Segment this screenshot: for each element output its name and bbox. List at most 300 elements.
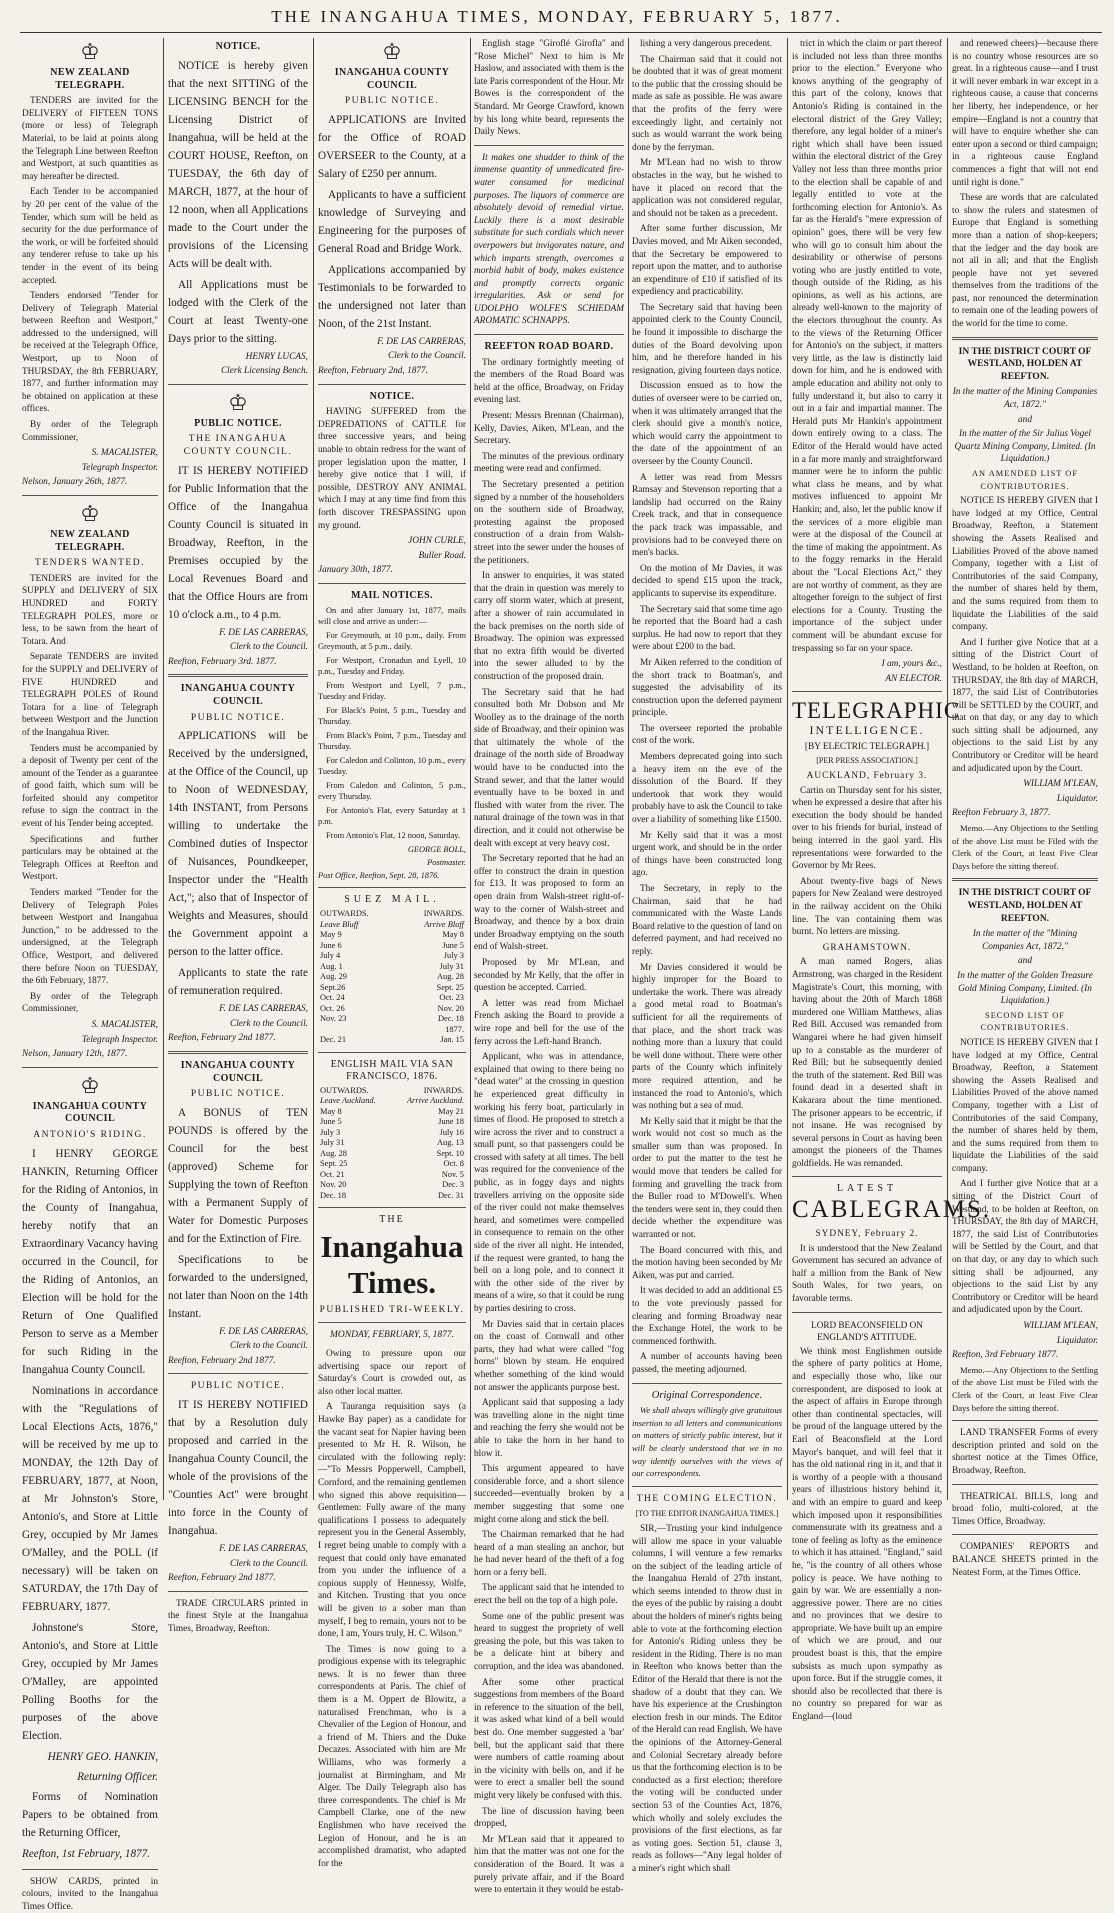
column-rule bbox=[163, 38, 164, 1500]
by-telegraph-line: [BY ELECTRIC TELEGRAPH.] bbox=[804, 741, 930, 752]
court-memo: Memo.—Any Objections to the Settling of the above List must be Filed with the Clerk of the Court, at least Five Clear Days before the sitting thereof. bbox=[952, 1364, 1098, 1413]
table-row bbox=[318, 1180, 466, 1191]
table-subheader: Leave Bluff bbox=[320, 919, 359, 929]
notice-signature: F. DE LAS CARRERAS, bbox=[219, 1326, 308, 1337]
divider bbox=[952, 1534, 1098, 1535]
notice-date: Reefton, February 3rd. 1877. bbox=[168, 656, 277, 667]
notice-paragraph: APPLICATIONS are Invited for the Office of ROAD OVERSEER to the County, at a Salary of £250 per annum. bbox=[318, 113, 466, 180]
divider bbox=[22, 1067, 158, 1068]
article-paragraph: The Secretary said that having been appointed clerk to the County Council, he found it impossible to discharge the duties of the Board devolving upon him, and he therefore handed in his resignation, giving fourteen days notice. bbox=[632, 302, 782, 376]
dateline-place: AUCKLAND, February 3. bbox=[806, 771, 928, 782]
notice-paragraph: Nominations in accordance with the "Regulations of Local Elections Acts, 1876," will be received by me up to MONDAY, the 12th Day of FEBRUARY, 1877, at Noon, at Mr Johnston's Store, Antonio's, and Store at Little Grey, occupied by Mr James O'Malley, and the POLL (if necessary) will be taken on SATURDAY, the 17th Day of FEBRUARY, 1877. bbox=[22, 1384, 158, 1613]
article-paragraph: English stage "Giroflé Girofla" and "Rose Michel" Next to him is Mr Haslow, and associated with them is the late Paris correspondent of the Hour. Mr Bowes is the correspondent of the Standard. Mr George Crawford, known by his long white beard, represents the Daily News. bbox=[474, 39, 625, 138]
notice-paragraph: Each Tender to be accompanied by 20 per cent of the value of the Tender, which sum will be held as security for the due performance of the work, or will be forfeited should any tenderer refuse to take up his tender in the event of its being accepted. bbox=[22, 187, 158, 286]
notice-order: By order of the Telegraph Commissioner, bbox=[22, 991, 158, 1015]
article-paragraph: This argument appeared to have considerable force, and a short silence succeeded—eventually broken by a member suggesting that some one might come along and stick the bell. bbox=[474, 1464, 624, 1525]
notice-heading: NOTICE. bbox=[369, 390, 415, 402]
table-cell: Aug. 13 bbox=[437, 1138, 464, 1148]
article-paragraph: The Chairman remarked that he had heard of a man stealing an anchor, but he had never heard of the theft of a fog horn or a ferry bell. bbox=[474, 1530, 624, 1578]
article-paragraph: The Secretary said that he had consulted both Mr Dobson and Mr Woolley as to the drainage of the north side of Broadway, and their opinion was that ultimately the whole of the drainage of the north side of Broadway would have to be conducted into the Strand sewer, and that the latter would eventually have to be boxed in and flushed with water from the river. The natural drainage of the town was in that direction, and it could not otherwise be dealt with except at very heavy cost. bbox=[474, 687, 624, 849]
column-5 bbox=[632, 38, 783, 1874]
article-paragraph: lishing a very dangerous precedent. bbox=[640, 39, 772, 49]
table-row bbox=[318, 1128, 466, 1139]
article-paragraph: The applicant said that he intended to erect the bell on the top of a high pole. bbox=[474, 1583, 624, 1607]
table-row bbox=[318, 1035, 466, 1046]
mail-line: From Black's Point, 7 p.m., Tuesday and Thursday. bbox=[318, 731, 466, 752]
table-subheader: Arrive Bluff bbox=[424, 919, 464, 929]
notice-signature-title: Buller Road. bbox=[418, 550, 466, 561]
table-row bbox=[318, 1170, 466, 1181]
divider bbox=[792, 1312, 942, 1313]
notice-heading: NEW ZEALAND TELEGRAPH. bbox=[50, 529, 130, 553]
court-memo: Memo.—Any Objections to the Settling of the above List must be Filed with the Clerk of the Court, at least Five Clear Days before the sitting thereof. bbox=[952, 823, 1098, 871]
notice-date: Reefton, February 2nd 1877. bbox=[168, 1033, 276, 1044]
notice-date: Reefton, February 2nd 1877. bbox=[168, 1355, 276, 1366]
article-paragraph: The Secretary said that some time ago he reported that the Board had a cash surplus. He had now to report that they were about £200 to the bad. bbox=[632, 604, 782, 653]
notice-paragraph: IT IS HEREBY NOTIFIED for Public Information that the Office of the Inangahua County Council is situated in Broadway, Reefton, in the Premises occupied by the Local Revenues Board and that the Office Hours are from 10 o'clock a.m., to 4 p.m. bbox=[168, 464, 308, 621]
notice-signature-title: Clerk to the Council. bbox=[230, 642, 308, 653]
letter-paragraph: trict in which the claim or part thereof is included not less than three months prior to the election." Everyone who knows anything of the geography of this part of the colony, knows that Antonio's Riding is contained in the electoral district of the Grey Valley; therefore, any legal holder of a miner's right which shall have been issued within the electoral district of the Grey Valley not less than three months prior to the election shall be capable of and legally entitled to vote at the forthcoming election for Antonio's. As far as the Herald's "mere expression of opinion" goes, there will be very few who will go to consult him about the desirability or otherwise of persons voting who are justly entitled to vote, though outside of the Riding, as his opinions, as well as his actions, are already well-known to the majority of the electors throughout the county. As to the views of the Returning Officer for Antonio's on the subject, it matters very little, as the law is distinctly laid down for him, and he is endowed with ample education and ability not only to fully understand it, but also to carry it out in a fair and impartial manner. The Herald puts Mr Hankin's appointment down entirely owing to a class. The Editor of the Herald would have acted in a far more manly and straightforward manner were he to inform the public what class he means, and by what motives influenced to appoint Mr Hankin; and, also, let the public know if the services of a more eligible man were at the disposal of the Council at the time of making the appointment. As to the foggy remarks in the Herald about the "Local Elections Act," they are not worthy of comment, as they are altogether foreign to the subject of first elections for a County. Trusting the importance of the subject under comment will be abundant excuse for trespassing so far on your space. bbox=[792, 39, 942, 654]
divider bbox=[168, 1051, 308, 1054]
table-cell: Aug. 1 bbox=[320, 961, 343, 971]
mail-signature: GEORGE BOLL, bbox=[407, 845, 466, 855]
court-heading: IN THE DISTRICT COURT OF WESTLAND, HOLDEN AT REEFTON. bbox=[958, 346, 1092, 382]
article-paragraph: After some other practical suggestions from members of the Board in reference to the situation of the bell, it was asked what kind of a bell would best do. One member suggested a 'bar' bell, but the applicant said that there were numbers of cattle roaming about in the vicinity with bells on, and if he were to erect a smaller bell the sound might very likely be confused with this. bbox=[474, 1677, 624, 1801]
masthead: THE INANGAHUA TIMES, MONDAY, FEBRUARY 5, 1877. bbox=[271, 7, 843, 26]
notice-date: Reefton, February 2nd, 1877. bbox=[318, 365, 428, 376]
court-heading: IN THE DISTRICT COURT OF WESTLAND, HOLDEN AT REEFTON. bbox=[958, 888, 1092, 924]
column-1 bbox=[22, 38, 158, 1912]
court-signature: WILLIAM M'LEAN, bbox=[1023, 1321, 1098, 1331]
article-paragraph: Mr Davies said that in certain places on the coast of Cornwall and other parts, they had what were called "fog horns" blown by steam. He enquired whether something of the kind would not answer the applicants purpose best. bbox=[474, 1319, 624, 1393]
column-2 bbox=[168, 38, 308, 1635]
newspaper-nameplate: Inangahua Times. bbox=[320, 1228, 464, 1300]
divider bbox=[168, 1591, 308, 1592]
article-paragraph: The line of discussion having been dropped, bbox=[474, 1806, 624, 1830]
news-paragraph: Cartin on Thursday sent for his sister, when he expressed a desire that after his execution the body should be handed over to his friends for burial, instead of being interred in the gaol yard. His representations were forwarded to the Governor by Mr Rees. bbox=[792, 785, 942, 872]
article-paragraph: The Secretary, in reply to the Chairman, said that he had communicated with the Waste Lands Board relative to the question of land on deferred payment, and had received no reply. bbox=[632, 884, 783, 957]
dateline-place: GRAHAMSTOWN. bbox=[822, 942, 912, 953]
notice-heading: NOTICE. bbox=[215, 41, 261, 52]
divider bbox=[952, 1420, 1098, 1421]
divider bbox=[632, 1383, 782, 1384]
table-cell: 1877. bbox=[445, 1024, 464, 1034]
table-cell: Nov. 23 bbox=[320, 1014, 347, 1024]
divider bbox=[22, 495, 158, 496]
divider bbox=[792, 1176, 942, 1177]
court-signature: WILLIAM M'LEAN, bbox=[1023, 779, 1098, 790]
table-cell: Dec. 3 bbox=[442, 1180, 464, 1190]
advertisement: COMPANIES' REPORTS and BALANCE SHEETS printed in the Neatest Form, at the Times Office. bbox=[952, 1542, 1098, 1578]
advertisement: TRADE CIRCULARS printed in the finest Style at the Inangahua Times, Broadway, Reefton. bbox=[168, 1598, 308, 1635]
advertisement: SHOW CARDS, printed in colours, invited to the Inangahua Times Office. bbox=[22, 1876, 158, 1912]
court-date: Reefton February 3, 1877. bbox=[952, 808, 1051, 819]
article-paragraph: On the motion of Mr Davies, it was decided to spend £15 upon the track, applicants to supervise its expenditure. bbox=[632, 563, 782, 599]
column-7 bbox=[952, 38, 1098, 1578]
table-row bbox=[318, 1138, 466, 1149]
news-paragraph: About twenty-five bags of News papers for New Zealand were destroyed in the railway accident on the Ohiki line. The van containing them was burnt. No letters are missing. bbox=[792, 876, 942, 938]
notice-signature: F. DE LAS CARRERAS, bbox=[219, 1544, 308, 1555]
royal-crest-icon: ♔ bbox=[80, 1072, 100, 1098]
notice-paragraph: Applicants to have a sufficient knowledge of Surveying and Engineering for the purposes of General Road and Bridge Work. bbox=[318, 188, 466, 255]
royal-crest-icon: ♔ bbox=[80, 39, 100, 64]
court-matter: In the matter of the Mining Companies Act, 1872." bbox=[952, 387, 1098, 411]
article-paragraph: The Secretary presented a petition signed by a number of the householders on the southern side of Broadway, protesting against the proposed construction of a drain from Walsh-street into the sewer under the houses of the petitioners. bbox=[474, 480, 624, 566]
table-cell: Nov. 5 bbox=[441, 1169, 464, 1179]
divider bbox=[952, 337, 1098, 340]
divider bbox=[168, 674, 308, 677]
article-paragraph: The minutes of the previous ordinary meeting were read and confirmed. bbox=[474, 451, 624, 475]
table-cell: Oct. 21 bbox=[320, 1169, 345, 1179]
table-row bbox=[318, 951, 466, 962]
press-association-line: [PER PRESS ASSOCIATION.] bbox=[816, 756, 918, 766]
notice-paragraph: NOTICE is hereby given that the next SITTING of the LICENSING BENCH for the Licensing District of Inangahua, will be held at the COURT HOUSE, Reefton, on TUESDAY, the 6th day of MARCH, 1877, at the hour of 12 noon, when all Applications made to the Court under the provisions of the Licensing Acts will be dealt with. bbox=[168, 59, 308, 270]
advertisement: It makes one shudder to think of the immense quantity of unmedicated fire-water consumed for medicinal purposes. The liquors of commerce are absolutely devoid of remedial virtue. Luckily there is a most desirable substitute for such cordials which never overpowers but invigorates nature, and which imparts strength, overcomes a morbid habit of body, makes existence and promptly corrects organic irregularities. Ask or send for UDOLPHO WOLFE'S SCHIEDAM AROMATIC SCHNAPPS. bbox=[474, 152, 624, 327]
advertisement: THEATRICAL BILLS, long and broad folio, multi-colored, at the Times Office, Broadway. bbox=[952, 1491, 1098, 1527]
mail-line: For Antonio's Flat, every Saturday at 1 p.m. bbox=[318, 806, 466, 827]
cablegrams-heading: CABLEGRAMS. bbox=[792, 1196, 992, 1224]
notice-paragraph: TENDERS are invited for the DELIVERY of FIFTEEN TONS (more or less) of Telegraph Material, to be laid at points along the Telegraph Line between Reefton and Westport, at such quantities as may hereafter be directed. bbox=[22, 96, 158, 182]
article-paragraph: Some one of the public present was heard to suggest the propriety of well greasing the pole, but this was taken to be a delicate hint at bibery and corruption, and the idea was abandoned. bbox=[474, 1611, 624, 1673]
notice-date: January 30th, 1877. bbox=[318, 565, 393, 576]
table-cell: Oct. 26 bbox=[320, 1003, 345, 1013]
table-cell bbox=[318, 1025, 398, 1036]
divider bbox=[632, 1486, 782, 1487]
table-cell: May 9 bbox=[320, 930, 342, 940]
advertisement: LAND TRANSFER Forms of every description printed and sold on the shortest notice at the Times Office, Broadway, Reefton. bbox=[952, 1428, 1098, 1476]
divider bbox=[22, 1869, 158, 1870]
column-3 bbox=[318, 38, 466, 1869]
letter-paragraph: SIR,—Trusting your kind indulgence will allow me space in your valuable columns, I will venture a few remarks on the subject of the leading article of the Inangahua Herald of 27th instant, which seems intended to throw dust in the eyes of the public by raising a doubt about the holders of miner's rights being able to vote at the forthcoming election for Antonio's Riding unless they be resident in the Riding. There is no man in Reefton who knows better than the Editor of the Herald that there is not the shadow of a doubt that they can. We have his experience at the Crushington election fresh in our minds. The Editor of the Herald can read English. We have the opinions of the Attorney-General and Colonial Secretary already before us that the forthcoming election is to be conducted as a first election; therefore the voting will be conducted under section 53 of the Counties Act, 1876, which wholly and solely excludes the provisions of the first elections, as far as voting goes. Section 51, clause 3, reads as follows—"Any legal holder of a miner's right which shall bbox=[632, 1523, 782, 1874]
notice-signature-title: Clerk to the Council. bbox=[230, 1341, 308, 1352]
table-cell: June 18 bbox=[438, 1117, 464, 1127]
table-row bbox=[318, 1025, 466, 1036]
table-header: OUTWARDS. bbox=[320, 909, 369, 919]
article-paragraph: Applicant said that supposing a lady was travelling alone in the night time and reaching the ferry she would not be able to take the horn in her hand to blow it. bbox=[474, 1398, 624, 1459]
table-cell: Sept.26 bbox=[320, 982, 346, 992]
table-row bbox=[318, 1191, 466, 1202]
notice-signature: F. DE LAS CARRERAS, bbox=[219, 627, 308, 638]
table-row bbox=[318, 1117, 466, 1128]
article-paragraph: Applicant, who was in attendance, explained that owing to there being no "dead water" at the crossing in question he experienced great difficulty in working his ferry boat, particularly in times of flood. He proposed to stretch a wire across the river and to construct a small punt, so that passengers could be crossed with safety at all times. The bell was required for the convenience of the public, as in foggy days and nights travellers arriving on the opposite side of the river could not make themselves heard, and sometimes were compelled in consequence to remain on the other side of the river all night. He intended, if the request were granted, to hang the bell on a long pole, and to connect it with the other side of the river by means of a wire, so that it could be rung by parties desiring to cross. bbox=[474, 1052, 624, 1314]
notice-paragraph: HAVING SUFFERED from the DEPREDATIONS of CATTLE for three successive years, and being unable to obtain redress for the want of proper legislation upon the matter, I hereby give notice that I will, if possible, DESTROY ANY ANIMAL which I may at any time find from this forth discover TRESPASSING upon my ground. bbox=[318, 407, 466, 531]
nameplate-the: THE bbox=[379, 1214, 405, 1226]
mail-line: On and after January 1st, 1877, mails will close and arrive as under:— bbox=[318, 606, 466, 627]
article-paragraph: A letter was read from Michael French asking the Board to provide a wire rope and bell for the use of the ferry across the Left-hand Branch. bbox=[474, 998, 624, 1047]
column-rule bbox=[313, 38, 314, 1500]
notice-paragraph: All Applications must be lodged with the Clerk of the Court at least Twenty-one Days prior to the sitting. bbox=[168, 278, 308, 345]
table-cell: May 8 bbox=[320, 1106, 342, 1116]
table-cell: July 31 bbox=[439, 961, 464, 971]
table-header: INWARDS. bbox=[423, 1085, 464, 1095]
mail-line: For Caledon and Colinton, 10 p.m., every Tuesday. bbox=[318, 756, 466, 777]
notice-signature-title: Telegraph Inspector. bbox=[81, 462, 158, 473]
notice-paragraph: IT IS HEREBY NOTIFIED that by a Resolution duly proposed and carried in the Inangahua County Council, the whole of the provisions of the "Counties Act" were brought into force in the County of Inangahua. bbox=[168, 1399, 308, 1538]
article-paragraph: A letter was read from Messrs Ramsay and Stevenson reporting that a landslip had occurred on the Rainy Creek track, and that in consequence the pack track was impassable, and provisions had to be conveyed there on men's backs. bbox=[632, 472, 782, 559]
table-cell: July 4 bbox=[320, 951, 341, 961]
table-subheader: Leave Auckland. bbox=[320, 1096, 376, 1106]
divider bbox=[318, 1052, 466, 1053]
notice-signature: F. DE LAS CARRERAS, bbox=[377, 336, 466, 347]
notice-subheading: PUBLIC NOTICE. bbox=[190, 712, 286, 723]
table-cell: Dec. 31 bbox=[437, 1190, 464, 1200]
sf-mail-title: ENGLISH MAIL VIA SAN FRANCISCO, 1876. bbox=[330, 1058, 454, 1083]
notice-heading: PUBLIC NOTICE. bbox=[194, 417, 282, 429]
notice-paragraph: A BONUS of TEN POUNDS is offered by the Council for the best (approved) Scheme for Supplying the town of Reefton with a Permanent Supply of Water for Domestic Purposes and for the Extinction of Fire. bbox=[168, 1106, 308, 1245]
table-cell: June 6 bbox=[320, 940, 342, 950]
mail-date: Post Office, Reefton, Sept. 28, 1876. bbox=[318, 871, 440, 881]
divider bbox=[952, 1484, 1098, 1485]
article-paragraph: The ordinary fortnightly meeting of the members of the Road Board was held at the office, Broadway, on Friday evening last. bbox=[474, 357, 624, 406]
notice-paragraph: TENDERS are invited for the SUPPLY and DELIVERY of SIX HUNDRED and FORTY TELEGRAPH POLES, more or less, to be sawn from the heart of Totara. And bbox=[22, 573, 158, 647]
divider bbox=[318, 1207, 466, 1208]
column-4 bbox=[474, 38, 625, 1896]
notice-date: Nelson, January 12th, 1877. bbox=[22, 1049, 128, 1060]
court-matter: In the matter of the Sir Julius Vogel Quartz Mining Company, Limited. (In Liquidation.) bbox=[954, 429, 1096, 465]
table-row bbox=[318, 962, 466, 973]
court-signature-title: Liquidator. bbox=[1056, 793, 1098, 804]
notice-signature-title: Clerk Licensing Bench. bbox=[220, 366, 308, 377]
mail-line: For Greymouth, at 10 p.m., daily. From Greymouth, at 5 p.m., daily. bbox=[318, 631, 466, 652]
article-paragraph: and renewed cheers)—because there is no country whose resources are so great. In a righteous cause—and I trust it will never embark in war except in a righteous cause, a cause that concerns her liberty, her independence, or her empire—England is not a country that will have to enquire whether she can enter upon a second or third campaign; in a righteous cause England commences a fight that will not end until right is done." bbox=[952, 39, 1098, 188]
court-matter: In the matter of the Golden Treasure Gold Mining Company, Limited. (In Liquidation.) bbox=[957, 970, 1093, 1007]
table-cell: Dec. 21 bbox=[320, 1035, 347, 1045]
article-paragraph: Mr M'Lean had no wish to throw obstacles in the way, but he wished to have it placed on record that the application was not considered regular, and should not be taken as a precedent. bbox=[632, 158, 782, 219]
article-paragraph: The Chairman said that it could not be doubted that it was of great moment to the public that the crossing should be made as safe as possible. He was aware that the profits of the ferry were exceedingly light, and certainly not such as would warrant the work being done by the ferryman. bbox=[632, 54, 782, 153]
article-heading: THE COMING ELECTION. bbox=[636, 1493, 778, 1504]
table-row bbox=[318, 993, 466, 1004]
suez-mail-title: SUEZ MAIL. bbox=[344, 894, 440, 906]
issue-dateline: MONDAY, FEBRUARY, 5, 1877. bbox=[330, 1330, 454, 1341]
latest-heading: LATEST bbox=[836, 1183, 898, 1195]
column-rule bbox=[787, 38, 788, 1500]
correspondence-note: We shall always willingly give gratuitous insertion to all letters and communications on matters of strictly public interest, but it will be clearly understood that we in no way identify ourselves with the views of our correspondents. bbox=[632, 1405, 782, 1479]
table-row bbox=[318, 1107, 466, 1118]
notice-heading: INANGAHUA COUNTY COUNCIL bbox=[334, 67, 450, 91]
divider bbox=[792, 691, 942, 692]
intelligence-heading: INTELLIGENCE. bbox=[809, 723, 925, 738]
article-paragraph: Mr M'Lean said that it appeared to him that the matter was not one for the consideration of the Board. It was a purely private affair, and if the Board were to entertain it they would be estab- bbox=[474, 1834, 624, 1896]
notice-heading: INANGAHUA COUNTY COUNCIL bbox=[180, 1059, 296, 1084]
table-row bbox=[318, 972, 466, 983]
table-cell: July 3 bbox=[320, 1127, 341, 1137]
table-cell: Aug. 28 bbox=[437, 972, 464, 982]
sf-mail-table bbox=[318, 1086, 466, 1202]
notice-signature: S. MACALISTER, bbox=[91, 1019, 158, 1030]
table-cell: July 3 bbox=[443, 951, 464, 961]
article-paragraph: Discussion ensued as to how the duties of overseer were to be carried on, when it was ultimately arranged that the clerk should give a month's notice, which would carry the appointment to the date of the appointment of an overseer by the County Council. bbox=[632, 381, 782, 467]
article-paragraph: Mr Kelly said that it was a most urgent work, and should be in the order of things have been constructed long ago. bbox=[632, 830, 782, 879]
table-cell: Dec. 18 bbox=[437, 1014, 464, 1024]
article-heading: LORD BEACONSFIELD ON ENGLAND'S ATTITUDE. bbox=[811, 1319, 923, 1343]
notice-signature: JOHN CURLE, bbox=[408, 536, 466, 547]
table-row bbox=[318, 1149, 466, 1160]
letter-closing: I am, yours &c., bbox=[881, 659, 942, 670]
notice-signature-title: Returning Officer. bbox=[77, 1770, 158, 1783]
notice-heading: INANGAHUA COUNTY COUNCIL bbox=[32, 1100, 148, 1125]
table-cell: May 8 bbox=[442, 930, 464, 940]
notice-paragraph: Johnstone's Store, Antonio's, and Store at Little Grey, occupied by Mr James O'Malley, are appointed Polling Booths for the purposes of the above Election. bbox=[22, 1621, 158, 1742]
editorial-paragraph: A Tauranga requisition says (a Hawke Bay paper) as a candidate for the vacant seat for Napier having been presented to Mr H. R. Wilson, he circulated with the following reply:—"To Messrs Popperwell, Campbell, Cornford, and the remaining gentlemen who signed this above requisition—Gentlemen: Fully aware of the many qualifications I possess to adequately represent you in the General Assembly, I regret being unable to comply with a request that could only have emanated from you under the influence of a copious supply of Hennessy, Wolfe, and Kitchen. Trusting that you once will be given to a sober man than myself, I beg to remain, yours not to be done, I am, Yours truly, H. C. Wilson." bbox=[318, 1402, 466, 1640]
notice-signature: S. MACALISTER, bbox=[91, 448, 158, 459]
table-row bbox=[318, 1014, 466, 1025]
article-paragraph: Mr Davies considered it would be highly improper for the Board to undertake the work. There was already a good metal road to Boatman's sufficient for all the requirements of that place, and the short track was nothing more than a luxury that could be well done without. There were other parts of the County which infinitely more required attention, and he instanced the road to Antonio's, which was nothing but a sea of mud. bbox=[632, 962, 782, 1112]
notice-paragraph: Tenders endorsed "Tender for Delivery of Telegraph Material between Reefton and Westport," addressed to the undersigned, will be received at the Telegraph Office, Westport, up to Noon of THURSDAY, the 8th FEBRUARY, 1877, and further information may be obtained on application at these offices. bbox=[22, 291, 158, 415]
column-rule bbox=[628, 38, 629, 1500]
published-frequency: PUBLISHED TRI-WEEKLY. bbox=[319, 1304, 465, 1315]
notice-heading: NEW ZEALAND TELEGRAPH. bbox=[50, 67, 130, 91]
notice-signature: F. DE LAS CARRERAS, bbox=[219, 1004, 308, 1015]
article-paragraph: The Secretary reported that he had an offer to construct the drain in question for £13. It was proposed to form an open drain from Walsh-street right-of-way to the corner of Walsh-street and Broadway, and thence by a box drain under Broadway emptying on the south end of Walsh-street. bbox=[474, 854, 624, 953]
table-row bbox=[318, 1159, 466, 1170]
table-cell: Dec. 18 bbox=[320, 1190, 347, 1200]
court-and: and bbox=[1018, 414, 1032, 425]
table-cell: Nov. 20 bbox=[320, 1180, 347, 1190]
notice-subheading: PUBLIC NOTICE. bbox=[190, 1089, 286, 1100]
article-paragraph: These are words that are calculated to show the rulers and statesmen of Europe that England is something more than a nation of shop-keepers; that the ledger and the day book are not all in all; and that the English people have not yet severed themselves from the traditions of the past, nor renounced the determination to remain one of the leading powers of the world for the time to come. bbox=[952, 193, 1098, 330]
notice-paragraph: Applications accompanied by Testimonials to be forwarded to the undersigned not later than Noon, of the 21st Instant. bbox=[318, 263, 466, 330]
article-paragraph: We think most Englishmen outside the sphere of party politics at Home, and especially those who, like our correspondent, are disposed to look at the aspect of affairs in Europe through other than continental spectacles, will be proud of the language uttered by the Earl of Beaconsfield at the Lord Mayor's banquet, and will feel that it has the old national ring in it, and that it is worthy of a people with a thousand years of illustrious history behind it, and with an empire to guard and keep which imposed upon it responsibilities commensurate with its greatness and a tone of feeling as lofty as the eminence to which it has attained. "England," said he, "is the country of all others whose policy is peace. We have nothing to gain by war. We are essentially a non-aggressive power. There are no cities and no provinces that we desire to appropriate. We have built up an empire of which we are proud, and our proudest boast is this, that the empire subsists as much upon sympathy as upon force. But if the struggle comes, it should also be recollected that there is no country so prepared for war as England—(loud bbox=[792, 1346, 942, 1723]
article-paragraph: The overseer reported the probable cost of the work. bbox=[632, 723, 782, 747]
table-cell: July 31 bbox=[320, 1138, 345, 1148]
court-paragraph: NOTICE IS HEREBY GIVEN that I have lodged at my Office, Central Broadway, Reefton, a Statement showing the Assets Realised and Liabilities Proved of the above named Company, together with a List of Contributories of the said Company, the number of shares held by them, and the sums required from them to liquidate the Liabilities of the said company. bbox=[952, 496, 1098, 633]
column-rule bbox=[947, 38, 948, 1500]
mail-line: For Westport, Cronadun and Lyell, 10 p.m., Tuesday and Friday. bbox=[318, 656, 466, 677]
news-paragraph: It is understood that the New Zealand Government has secured an advance of half a million from the Bank of New South Wales, for two years, on favorable terms. bbox=[792, 1243, 942, 1305]
notice-paragraph: Specifications and further particulars may be obtained at the Telegraph Offices at Reefton and Westport. bbox=[22, 834, 158, 883]
table-row bbox=[318, 930, 466, 941]
notice-signature: HENRY LUCAS, bbox=[245, 351, 308, 362]
mail-signature-title: Postmaster. bbox=[427, 858, 466, 868]
divider bbox=[318, 384, 466, 385]
notice-subheading: PUBLIC NOTICE. bbox=[190, 1381, 286, 1392]
table-cell: May 21 bbox=[438, 1106, 464, 1116]
mail-line: For Black's Point, 5 p.m., Tuesday and Thursday. bbox=[318, 706, 466, 727]
telegraphic-heading: TELEGRAPHIC bbox=[792, 698, 961, 724]
editorial-paragraph: Owing to pressure upon our advertising space our report of Saturday's Court is crowded out, as also other local matter. bbox=[318, 1349, 466, 1397]
suez-mail-table bbox=[318, 909, 466, 1046]
divider bbox=[318, 583, 466, 584]
royal-crest-icon: ♔ bbox=[80, 501, 100, 526]
table-cell: Aug. 28 bbox=[320, 1148, 347, 1158]
notice-paragraph: I HENRY GEORGE HANKIN, Returning Officer for the Riding of Antonios, in the County of Inangahua, hereby notify that an Extraordinary Vacancy having occurred in the Council, for the Riding of Antonios, an Election will be hold for the Return of One Qualified Person to serve as a Member for such Riding in the Inangahua County Council. bbox=[22, 1147, 158, 1376]
notice-date: Reefton, February 2nd 1877. bbox=[168, 1573, 276, 1584]
article-paragraph: Mr Kelly said that it might be that the work would not cost so much as the smaller sum than was proposed. In order to put the matter to the test he would move that tenders be called for forming and gravelling the track from the Buller road to M'Dowell's. When the tenders were sent in, they could then decide whether the expenditure was warranted or not. bbox=[632, 1116, 782, 1241]
court-signature-title: Liquidator. bbox=[1056, 1335, 1098, 1346]
court-paragraph: NOTICE IS HEREBY GIVEN that I have lodged at my Office, Central Broadway, Reefton, a Statement showing the Assets Realised and Liabilities Proved of the above named Company, together with a List of Contributories of the said Company, the number of shares held by them, and the sums required from them to liquidate the Liabilities of the said company. bbox=[952, 1037, 1098, 1174]
table-cell: Sept. 25 bbox=[436, 982, 464, 992]
table-row bbox=[318, 941, 466, 952]
royal-crest-icon: ♔ bbox=[228, 389, 248, 415]
notice-paragraph: Separate TENDERS are invited for the SUPPLY and DELIVERY of FIVE HUNDRED and TELEGRAPH POLES of Round Totara for a line of Telegraph between Westport and the Junction of the Inangahua River. bbox=[22, 652, 158, 738]
table-cell: Aug. 29 bbox=[320, 972, 347, 982]
divider bbox=[474, 145, 624, 146]
article-paragraph: The Board concurred with this, and the motion having been seconded by Mr Aiken, was put and carried. bbox=[632, 1245, 782, 1281]
table-header: OUTWARDS. bbox=[320, 1085, 369, 1095]
table-cell: Oct. 24 bbox=[320, 993, 345, 1003]
masthead-rule bbox=[20, 32, 1102, 33]
correspondence-heading: Original Correspondence. bbox=[651, 1389, 763, 1401]
table-cell: Jan. 15 bbox=[440, 1035, 464, 1045]
editorial-paragraph: The Times is now going to a prodigious expense with its telegraphic news. It is no fewer than three correspondents at Paris. The chief of them is a M. Oppert de Blowitz, a naturalised Frenchman, who is a Chevalier of the Legion of Honour, and a friend of M. Thiers and the Duke Decazes. Associated with him are Mr Williams, who was formerly a journalist at Birmingham, and Mr Alger. The Daily Telegraph also has three correspondents. The chief is Mr Campbell Clarke, one of the new Englishmen who have received the Legion of Honour, and he is an accomplished dramatist, who adapted for the bbox=[318, 1644, 466, 1869]
article-paragraph: It was decided to add an additional £5 to the vote previously passed for clearing and forming Broadway near the Exchange Hotel, the work to be commenced forthwith. bbox=[632, 1286, 782, 1347]
article-paragraph: In answer to enquiries, it was stated that the drain in question was merely to carry off storm water, which at present, after a shower of rain accumulated in the back premises on the north side of Broadway. The opinion was expressed that no extra fifth would be diverted into the sewer alluded to by the construction of the proposed drain. bbox=[474, 571, 624, 682]
divider bbox=[318, 887, 466, 888]
notice-subheading: TENDERS WANTED. bbox=[35, 558, 145, 569]
article-heading: REEFTON ROAD BOARD. bbox=[484, 341, 614, 353]
article-paragraph: Present: Messrs Brennan (Chairman), Kelly, Davies, Aiken, M'Lean, and the Secretary. bbox=[474, 411, 624, 447]
article-paragraph: Proposed by Mr M'Lean, and seconded by Mr Kelly, that the offer in question be accepted. Carried. bbox=[474, 957, 624, 994]
divider bbox=[168, 1373, 308, 1374]
column-6 bbox=[792, 38, 992, 1723]
court-date: Reefton, 3rd February 1877. bbox=[952, 1350, 1059, 1361]
mail-line: From Westport and Lyell, 7 p.m., Tuesday and Friday. bbox=[318, 681, 466, 702]
notice-signature-title: Telegraph Inspector. bbox=[81, 1034, 158, 1045]
mail-line: From Antonio's Flat, 12 noon, Saturday. bbox=[326, 831, 461, 841]
notice-subheading: THE INANGAHUA COUNTY COUNCIL. bbox=[183, 434, 293, 457]
court-matter: In the matter of the "Mining Companies Act, 1872," bbox=[972, 929, 1078, 952]
table-cell: Oct. 23 bbox=[439, 993, 464, 1003]
notice-signature-title: Clerk to the Council. bbox=[230, 1558, 308, 1569]
divider bbox=[952, 878, 1098, 881]
divider bbox=[168, 384, 308, 385]
notice-date: Reefton, 1st February, 1877. bbox=[22, 1847, 151, 1860]
court-and: and bbox=[1018, 956, 1032, 967]
table-cell: July 16 bbox=[439, 1127, 464, 1137]
article-paragraph: A number of accounts having been passed, the meeting adjourned. bbox=[632, 1352, 782, 1375]
notice-paragraph: Forms of Nomination Papers to be obtained from the Returning Officer, bbox=[22, 1790, 158, 1839]
table-subheader: Arrive Auckland. bbox=[406, 1096, 464, 1106]
news-paragraph: A man named Rogers, alias Armstrong, was charged in the Resident Magistrate's Court, this morning, with having about the 20th of March 1868 murdered one William Matthews, alias Red Bill. Accused was remanded from Wangarei where he had given himself up to a constable as the murderer of Red Bill; but he subsequently denied the truth of the statement. Red Bill was found dead in a deserted shaft in Kakarara about the time mentioned. The prisoner appears to be eccentric, if not insane. He was recognised by several persons in Court as having been amongst the pioneers of the Thames goldfields. He was remanded. bbox=[792, 957, 942, 1169]
table-cell: June 5 bbox=[320, 1117, 342, 1127]
table-cell: Oct. 8 bbox=[443, 1159, 464, 1169]
royal-crest-icon: ♔ bbox=[382, 39, 402, 64]
notice-date: Nelson, January 26th, 1877. bbox=[22, 477, 128, 488]
column-rule bbox=[470, 38, 471, 1500]
article-paragraph: Members deprecated going into such a heavy item on the eve of the dissolution of the Board. If they undertook that work they would probably have to ask the Council to take over a liability of something like £1500. bbox=[632, 752, 783, 826]
dateline-place: SYDNEY, February 2. bbox=[815, 1229, 919, 1240]
divider bbox=[474, 334, 624, 335]
mail-heading: MAIL NOTICES. bbox=[351, 589, 433, 601]
article-paragraph: Mr Aiken referred to the condition of the short track to Boatman's, and suggested the advisability of its construction upon the deferred payment principle. bbox=[632, 657, 782, 719]
notice-heading: INANGAHUA COUNTY COUNCIL bbox=[180, 683, 296, 707]
divider bbox=[318, 1322, 466, 1323]
notice-signature: HENRY GEO. HANKIN, bbox=[47, 1750, 158, 1763]
letter-signature: AN ELECTOR. bbox=[885, 673, 942, 684]
mail-line: From Caledon and Colinton, 5 p.m., every Thursday. bbox=[318, 781, 466, 802]
table-cell: Sept. 25 bbox=[320, 1159, 348, 1169]
notice-subheading: PUBLIC NOTICE. bbox=[344, 96, 440, 107]
court-paragraph: And I further give Notice that at a sitting of the District Court of Westland, to be holden at Reefton, on THURSDAY, the 8th day of MARCH, 1877, the said List of Contributories will be Settled by the Court, and that on that day, or any day to which such sitting shall be adjourned, any objections to the said List by any Contributory or Creditor will be heard and adjudicated upon by the Court. bbox=[952, 1179, 1098, 1316]
notice-paragraph: Specifications to be forwarded to the undersigned, not later than Noon on the 14th Instant. bbox=[168, 1253, 308, 1320]
table-row bbox=[318, 1004, 466, 1015]
notice-paragraph: Tenders must be accompanied by a deposit of Twenty per cent of the amount of the Tender as a guarantee of good faith, which sum will be forfeited should any competitor refuse to sign the contract in the event of his Tender being accepted. bbox=[22, 743, 158, 830]
article-paragraph: After some further discussion, Mr Davies moved, and Mr Aiken seconded, that the Secretary be empowered to report upon the matter, and to authorise an expenditure of £10 if satisfied of its expediency and practicability. bbox=[632, 224, 782, 298]
court-paragraph: And I further give Notice that at a sitting of the District Court of Westland, to be holden at Reefton, on THURSDAY, the 8th day of MARCH, 1877, the said List of Contributories will be SETTLED by the COURT, and that on that day, or any day to which such sitting shall be adjourned, any objections to the said List by any Contributory or Creditor will be heard and adjudicated upon by the Court. bbox=[952, 637, 1098, 774]
table-cell: Sept. 10 bbox=[436, 1148, 464, 1158]
to-editor-line: [TO THE EDITOR INANGAHUA TIMES.] bbox=[635, 1509, 779, 1519]
notice-paragraph: Tenders marked "Tender for the Delivery of Telegraph Poles between Westport and Inangahua Junction," to be addressed to the undersigned, at the Telegraph Office, Westport, and delivered there before Noon on TUESDAY, the 6th February, 1877. bbox=[22, 888, 158, 987]
notice-order: By order of the Telegraph Commissioner, bbox=[22, 420, 158, 443]
table-header: INWARDS. bbox=[423, 909, 464, 919]
table-cell: June 5 bbox=[442, 940, 464, 950]
contributories-list-title: AN AMENDED LIST OF CONTRIBUTORIES. bbox=[971, 469, 1079, 491]
notice-subheading: ANTONIO'S RIDING. bbox=[33, 1129, 147, 1140]
contributories-list-title: SECOND LIST OF CONTRIBUTORIES. bbox=[980, 1010, 1070, 1033]
table-cell: Nov. 20 bbox=[437, 1003, 464, 1013]
notice-paragraph: Applicants to state the rate of remuneration required. bbox=[168, 967, 308, 998]
notice-paragraph: APPLICATIONS will be Received by the undersigned, at the Office of the Council, up to Noon of WEDNESDAY, 14th INSTANT, from Persons willing to undertake the Combined duties of Inspector of Nuisances, Poundkeeper, Inspector under the "Health Act,"; also that of Inspector of Weights and Measures, should the Government appoint a person to the latter office. bbox=[168, 730, 308, 959]
